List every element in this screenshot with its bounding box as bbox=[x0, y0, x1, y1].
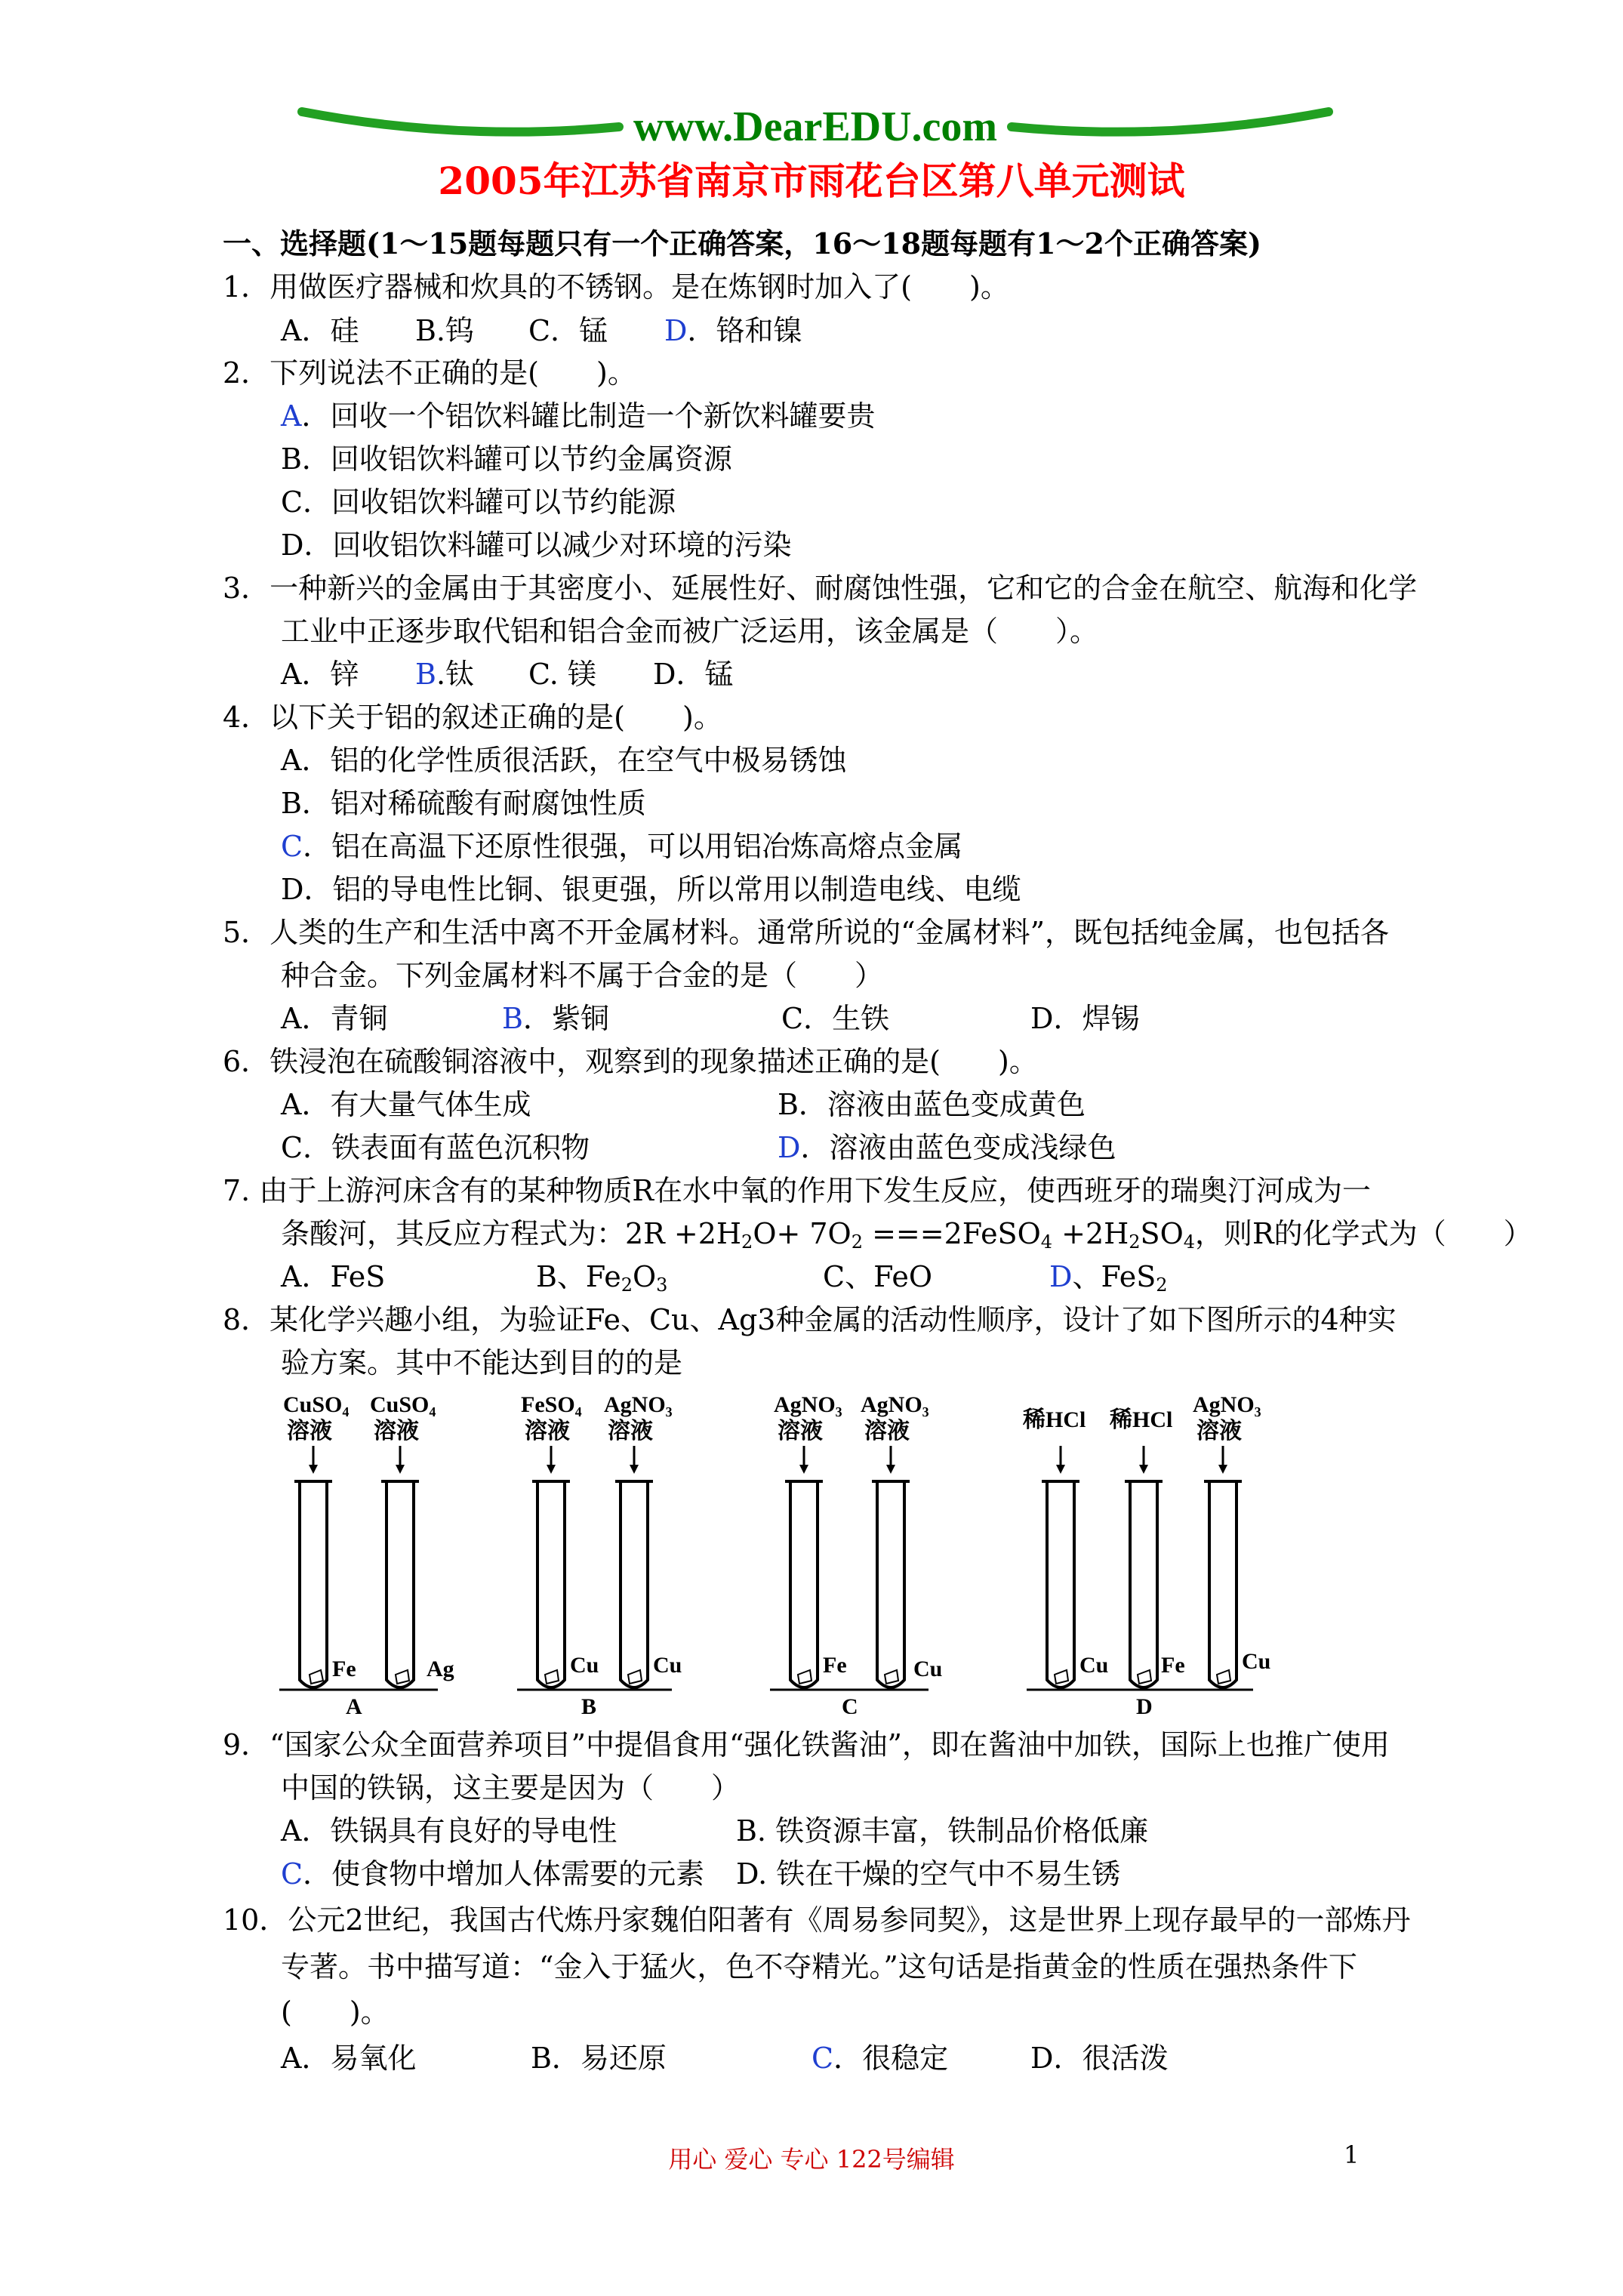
solution-label: 溶液 bbox=[525, 1419, 570, 1444]
q3-option-a: A．锌 bbox=[281, 658, 359, 691]
metal-label: Fe bbox=[332, 1657, 356, 1681]
reagent-label: CuSO₄ bbox=[370, 1392, 436, 1417]
reagent-label: 稀HCl bbox=[1110, 1407, 1173, 1432]
experiment-b bbox=[517, 1392, 682, 1714]
reagent-label: FeSO₄ bbox=[521, 1392, 582, 1417]
experiment-d bbox=[1022, 1392, 1270, 1714]
question-10-stem-line2: 专著。书中描写道：“金入于猛火，色不夺精光。”这句话是指黄金的性质在强热条件下 bbox=[281, 1950, 1357, 1983]
answer-letter: A bbox=[281, 399, 302, 433]
answer-letter: D bbox=[1049, 1260, 1073, 1293]
reagent-label: AgNO₃ bbox=[1193, 1392, 1261, 1417]
question-8-stem-line2: 验方案。其中不能达到目的的是 bbox=[281, 1346, 683, 1379]
q3-option-d: D．锰 bbox=[653, 658, 734, 691]
q5-option-d: D．焊锡 bbox=[1030, 1002, 1140, 1035]
experiment-label: A bbox=[346, 1694, 362, 1714]
question-3-stem-line1: 3．一种新兴的金属由于其密度小、延展性好、耐腐蚀性强，它和它的合金在航空、航海和化学 bbox=[223, 572, 1418, 605]
metal-label: Fe bbox=[1161, 1653, 1185, 1678]
header-banner bbox=[294, 97, 1336, 157]
reagent-label: AgNO₃ bbox=[774, 1392, 842, 1417]
metal-label: Ag bbox=[427, 1657, 454, 1681]
q10-option-b: B．易还原 bbox=[531, 2042, 667, 2075]
question-7-stem-line2: 条酸河，其反应方程式为：$2R +2H_2O+ 7O_2$ ===2FeSO$_4$ $+2H_2SO_4$，则R的化学式为（ ） bbox=[281, 1217, 1532, 1253]
experiment-c bbox=[770, 1392, 942, 1714]
question-9-stem-line1: 9．“国家公众全面营养项目”中提倡食用“强化铁酱油”，即在酱油中加铁，国际上也推广使用 bbox=[223, 1728, 1390, 1761]
q4-option-c: C．铝在高温下还原性很强，可以用铝冶炼高熔点金属 bbox=[281, 830, 963, 863]
q10-option-a: A．易氧化 bbox=[281, 2042, 417, 2075]
answer-letter: B bbox=[415, 658, 436, 691]
q7-option-d: D、FeS$_2$ bbox=[1049, 1260, 1168, 1296]
answer-letter: C bbox=[281, 830, 303, 863]
answer-letter: D bbox=[664, 314, 688, 347]
metal-label: Cu bbox=[653, 1653, 682, 1678]
question-8-stem-line1: 8．某化学兴趣小组，为验证Fe、Cu、Ag3种金属的活动性顺序，设计了如下图所示的4种实 bbox=[223, 1303, 1397, 1336]
question-1-stem: 1．用做医疗器械和炊具的不锈钢。是在炼钢时加入了( )。 bbox=[223, 270, 1009, 304]
experiment-label: C bbox=[842, 1694, 858, 1714]
question-10-stem-line3: ( )。 bbox=[281, 1996, 390, 2029]
q10-option-d: D．很活泼 bbox=[1030, 2042, 1169, 2075]
test-tube-figure bbox=[279, 1389, 1298, 1714]
q4-option-a: A．铝的化学性质很活跃，在空气中极易锈蚀 bbox=[281, 744, 847, 777]
q9-option-d: D. 铁在干燥的空气中不易生锈 bbox=[736, 1857, 1121, 1891]
metal-label: Cu bbox=[570, 1653, 599, 1678]
q7-option-b: B、$Fe_2O_3$ bbox=[536, 1260, 668, 1296]
question-5-stem-line1: 5．人类的生产和生活中离不开金属材料。通常所说的“金属材料”，既包括纯金属，也包括各 bbox=[223, 916, 1390, 949]
q1-option-b: B.钨 bbox=[415, 314, 475, 347]
experiment-a bbox=[279, 1392, 454, 1714]
q1-option-a: A．硅 bbox=[281, 314, 359, 347]
q2-option-d: D．回收铝饮料罐可以减少对环境的污染 bbox=[281, 529, 792, 562]
q5-option-b: B．紫铜 bbox=[502, 1002, 609, 1035]
metal-label: Cu bbox=[1079, 1653, 1109, 1678]
solution-label: 溶液 bbox=[778, 1419, 823, 1444]
q5-option-a: A．青铜 bbox=[281, 1002, 388, 1035]
solution-label: 溶液 bbox=[608, 1419, 653, 1444]
q1-option-d: D．铬和镍 bbox=[664, 314, 802, 347]
q5-option-c: C．生铁 bbox=[781, 1002, 890, 1035]
footer-text: 用心 爱心 专心 122号编辑 bbox=[668, 2145, 955, 2174]
answer-letter: D bbox=[778, 1131, 801, 1164]
page-number: 1 bbox=[1344, 2140, 1360, 2169]
q6-option-d: D．溶液由蓝色变成浅绿色 bbox=[778, 1131, 1116, 1164]
answer-letter: C bbox=[281, 1857, 303, 1891]
solution-label: 溶液 bbox=[374, 1419, 419, 1444]
question-7-stem-line1: 7. 由于上游河床含有的某种物质R在水中氧的作用下发生反应，使西班牙的瑞奥汀河成为一 bbox=[223, 1174, 1371, 1207]
banner-text[interactable]: www.DearEDU.com bbox=[633, 103, 998, 150]
metal-label: Cu bbox=[913, 1657, 943, 1681]
q9-option-b: B. 铁资源丰富，铁制品价格低廉 bbox=[736, 1814, 1149, 1848]
reagent-label: AgNO₃ bbox=[861, 1392, 929, 1417]
reagent-label: AgNO₃ bbox=[604, 1392, 673, 1417]
question-2-stem: 2．下列说法不正确的是( )。 bbox=[223, 356, 636, 390]
solution-label: 溶液 bbox=[287, 1419, 332, 1444]
q7-option-a: A．FeS bbox=[281, 1260, 386, 1293]
q7-option-c: C、FeO bbox=[823, 1260, 933, 1293]
solution-label: 溶液 bbox=[864, 1419, 910, 1444]
question-5-stem-line2: 种合金。下列金属材料不属于合金的是（ ） bbox=[281, 959, 884, 992]
question-10-stem-line1: 10．公元2世纪，我国古代炼丹家魏伯阳著有《周易参同契》，这是世界上现存最早的一部炼丹 bbox=[223, 1903, 1411, 1937]
q6-option-c: C．铁表面有蓝色沉积物 bbox=[281, 1131, 590, 1164]
q6-option-a: A．有大量气体生成 bbox=[281, 1088, 531, 1121]
metal-label: Fe bbox=[823, 1653, 847, 1678]
q3-option-c: C. 镁 bbox=[528, 658, 596, 691]
metal-label: Cu bbox=[1242, 1649, 1271, 1674]
q10-option-c: C．很稳定 bbox=[812, 2042, 949, 2075]
q2-option-c: C．回收铝饮料罐可以节约能源 bbox=[281, 485, 676, 519]
answer-letter: C bbox=[812, 2042, 834, 2075]
section-heading: 一、选择题(1～15题每题只有一个正确答案，16～18题每题有1～2个正确答案) bbox=[223, 227, 1261, 260]
q9-option-c: C．使食物中增加人体需要的元素 bbox=[281, 1857, 705, 1891]
page-title: 2005年江苏省南京市雨花台区第八单元测试 bbox=[438, 159, 1185, 203]
experiment-label: B bbox=[581, 1694, 597, 1714]
experiment-label: D bbox=[1136, 1694, 1153, 1714]
solution-label: 溶液 bbox=[1196, 1419, 1242, 1444]
reagent-label: CuSO₄ bbox=[283, 1392, 350, 1417]
q2-option-b: B．回收铝饮料罐可以节约金属资源 bbox=[281, 442, 732, 476]
q3-option-b: B.钛 bbox=[415, 658, 475, 691]
question-4-stem: 4．以下关于铝的叙述正确的是( )。 bbox=[223, 701, 722, 734]
q9-option-a: A．铁锅具有良好的导电性 bbox=[281, 1814, 617, 1848]
question-6-stem: 6．铁浸泡在硫酸铜溶液中，观察到的现象描述正确的是( )。 bbox=[223, 1045, 1038, 1078]
question-9-stem-line2: 中国的铁锅，这主要是因为（ ） bbox=[281, 1771, 741, 1804]
question-3-stem-line2: 工业中正逐步取代铝和铝合金而被广泛运用，该金属是（ ）。 bbox=[281, 615, 1099, 648]
reagent-label: 稀HCl bbox=[1023, 1407, 1086, 1432]
q2-option-a: A．回收一个铝饮料罐比制造一个新饮料罐要贵 bbox=[281, 399, 876, 433]
q4-option-d: D．铝的导电性比铜、银更强，所以常用以制造电线、电缆 bbox=[281, 873, 1021, 906]
q6-option-b: B．溶液由蓝色变成黄色 bbox=[778, 1088, 1086, 1121]
answer-letter: B bbox=[502, 1002, 523, 1035]
q4-option-b: B．铝对稀硫酸有耐腐蚀性质 bbox=[281, 787, 646, 820]
q1-option-c: C．锰 bbox=[528, 314, 608, 347]
